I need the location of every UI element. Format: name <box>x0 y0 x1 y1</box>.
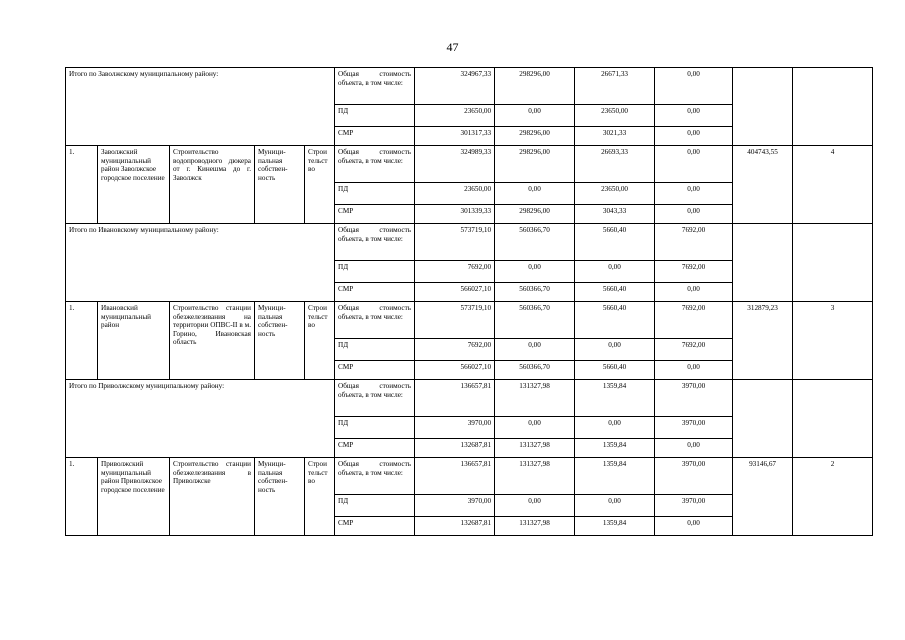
ownership-type: Муници-пальная собствен-ность <box>255 146 305 224</box>
work-type: Строи тельст во <box>305 302 335 380</box>
cost-label: Общая стоимость объекта, в том числе: <box>335 224 415 261</box>
item-row <box>66 146 873 183</box>
empty-cell <box>733 68 793 146</box>
value-cell: 1359,84 <box>575 517 655 536</box>
value-cell: 560366,70 <box>495 361 575 380</box>
value-cell: 0,00 <box>495 261 575 283</box>
value-cell: 23650,00 <box>415 183 495 205</box>
value-cell: 0,00 <box>655 146 733 183</box>
value-cell: 560366,70 <box>495 283 575 302</box>
value-cell: 301317,33 <box>415 127 495 146</box>
cost-label: СМР <box>335 205 415 224</box>
value-cell: 23650,00 <box>575 105 655 127</box>
value-cell: 0,00 <box>655 205 733 224</box>
ownership-type: Муници-пальная собствен-ность <box>255 302 305 380</box>
extra-value: 404743,55 <box>733 146 793 224</box>
extra-count: 4 <box>793 146 873 224</box>
cost-label: Общая стоимость объекта, в том числе: <box>335 146 415 183</box>
value-cell: 7692,00 <box>655 224 733 261</box>
value-cell: 0,00 <box>575 495 655 517</box>
value-cell: 3970,00 <box>415 417 495 439</box>
municipality-name: Приволжский муниципальный район Приволжское городское поселение <box>98 458 170 536</box>
value-cell: 5660,40 <box>575 283 655 302</box>
value-cell: 3970,00 <box>415 495 495 517</box>
item-row <box>66 458 873 495</box>
value-cell: 3970,00 <box>655 380 733 417</box>
item-number: 1. <box>66 458 98 536</box>
investment-table <box>65 67 873 536</box>
value-cell: 0,00 <box>495 417 575 439</box>
value-cell: 23650,00 <box>415 105 495 127</box>
extra-count: 3 <box>793 302 873 380</box>
value-cell: 560366,70 <box>495 224 575 261</box>
value-cell: 0,00 <box>655 105 733 127</box>
value-cell: 0,00 <box>655 283 733 302</box>
cost-label: Общая стоимость объекта, в том числе: <box>335 458 415 495</box>
value-cell: 324989,33 <box>415 146 495 183</box>
value-cell: 7692,00 <box>415 261 495 283</box>
empty-cell <box>793 380 873 458</box>
district-total-title: Итого по Заволжскому муниципальному району: <box>66 68 335 146</box>
value-cell: 26671,33 <box>575 68 655 105</box>
object-name: Строительство водопроводного дюкера от г. Кинешма до г. Заволжск <box>170 146 255 224</box>
empty-cell <box>793 68 873 146</box>
cost-label: СМР <box>335 361 415 380</box>
cost-label: СМР <box>335 283 415 302</box>
value-cell: 7692,00 <box>415 339 495 361</box>
cost-label: СМР <box>335 127 415 146</box>
cost-label: ПД <box>335 183 415 205</box>
cost-label: СМР <box>335 517 415 536</box>
value-cell: 3970,00 <box>655 417 733 439</box>
value-cell: 298296,00 <box>495 205 575 224</box>
value-cell: 5660,40 <box>575 302 655 339</box>
value-cell: 26693,33 <box>575 146 655 183</box>
value-cell: 3021,33 <box>575 127 655 146</box>
municipality-name: Ивановский муниципальный район <box>98 302 170 380</box>
value-cell: 301339,33 <box>415 205 495 224</box>
cost-label: Общая стоимость объекта, в том числе: <box>335 380 415 417</box>
empty-cell <box>733 380 793 458</box>
value-cell: 0,00 <box>575 261 655 283</box>
value-cell: 0,00 <box>575 417 655 439</box>
value-cell: 0,00 <box>655 361 733 380</box>
value-cell: 132687,81 <box>415 517 495 536</box>
value-cell: 0,00 <box>495 495 575 517</box>
empty-cell <box>733 224 793 302</box>
value-cell: 566027,10 <box>415 283 495 302</box>
value-cell: 573719,10 <box>415 224 495 261</box>
value-cell: 560366,70 <box>495 302 575 339</box>
cost-label: СМР <box>335 439 415 458</box>
extra-value: 93146,67 <box>733 458 793 536</box>
district-total-title: Итого по Ивановскому муниципальному району: <box>66 224 335 302</box>
value-cell: 3970,00 <box>655 458 733 495</box>
extra-count: 2 <box>793 458 873 536</box>
value-cell: 131327,98 <box>495 458 575 495</box>
value-cell: 1359,84 <box>575 458 655 495</box>
value-cell: 0,00 <box>655 127 733 146</box>
cost-label: Общая стоимость объекта, в том числе: <box>335 302 415 339</box>
value-cell: 0,00 <box>655 68 733 105</box>
value-cell: 0,00 <box>655 517 733 536</box>
item-row <box>66 302 873 339</box>
value-cell: 7692,00 <box>655 339 733 361</box>
value-cell: 0,00 <box>495 183 575 205</box>
total-row <box>66 380 873 417</box>
cost-label: ПД <box>335 417 415 439</box>
value-cell: 136657,81 <box>415 458 495 495</box>
total-row <box>66 68 873 105</box>
value-cell: 566027,10 <box>415 361 495 380</box>
value-cell: 3970,00 <box>655 495 733 517</box>
value-cell: 0,00 <box>495 339 575 361</box>
value-cell: 0,00 <box>575 339 655 361</box>
value-cell: 5660,40 <box>575 224 655 261</box>
municipality-name: Заволжский муниципальный район Заволжское городское поселение <box>98 146 170 224</box>
district-total-title: Итого по Приволжскому муниципальному району: <box>66 380 335 458</box>
value-cell: 298296,00 <box>495 146 575 183</box>
ownership-type: Муници-пальная собствен-ность <box>255 458 305 536</box>
page-number: 47 <box>446 40 459 54</box>
item-number: 1. <box>66 302 98 380</box>
cost-label: ПД <box>335 105 415 127</box>
value-cell: 5660,40 <box>575 361 655 380</box>
value-cell: 7692,00 <box>655 261 733 283</box>
empty-cell <box>793 224 873 302</box>
value-cell: 298296,00 <box>495 127 575 146</box>
value-cell: 3043,33 <box>575 205 655 224</box>
work-type: Строи тельст во <box>305 458 335 536</box>
value-cell: 1359,84 <box>575 380 655 417</box>
cost-label: ПД <box>335 339 415 361</box>
value-cell: 131327,98 <box>495 517 575 536</box>
value-cell: 131327,98 <box>495 439 575 458</box>
object-name: Строительство станции обезжелезивания в Приволжске <box>170 458 255 536</box>
value-cell: 0,00 <box>655 439 733 458</box>
value-cell: 136657,81 <box>415 380 495 417</box>
value-cell: 23650,00 <box>575 183 655 205</box>
cost-label: ПД <box>335 495 415 517</box>
object-name: Строительство станции обезжелезивания на территории ОПВС-II в м. Горино, Ивановская область <box>170 302 255 380</box>
extra-value: 312879,23 <box>733 302 793 380</box>
value-cell: 298296,00 <box>495 68 575 105</box>
work-type: Строи тельст во <box>305 146 335 224</box>
value-cell: 131327,98 <box>495 380 575 417</box>
value-cell: 0,00 <box>495 105 575 127</box>
value-cell: 7692,00 <box>655 302 733 339</box>
cost-label: ПД <box>335 261 415 283</box>
cost-label: Общая стоимость объекта, в том числе: <box>335 68 415 105</box>
value-cell: 324967,33 <box>415 68 495 105</box>
value-cell: 1359,84 <box>575 439 655 458</box>
total-row <box>66 224 873 261</box>
value-cell: 0,00 <box>655 183 733 205</box>
value-cell: 132687,81 <box>415 439 495 458</box>
value-cell: 573719,10 <box>415 302 495 339</box>
item-number: 1. <box>66 146 98 224</box>
